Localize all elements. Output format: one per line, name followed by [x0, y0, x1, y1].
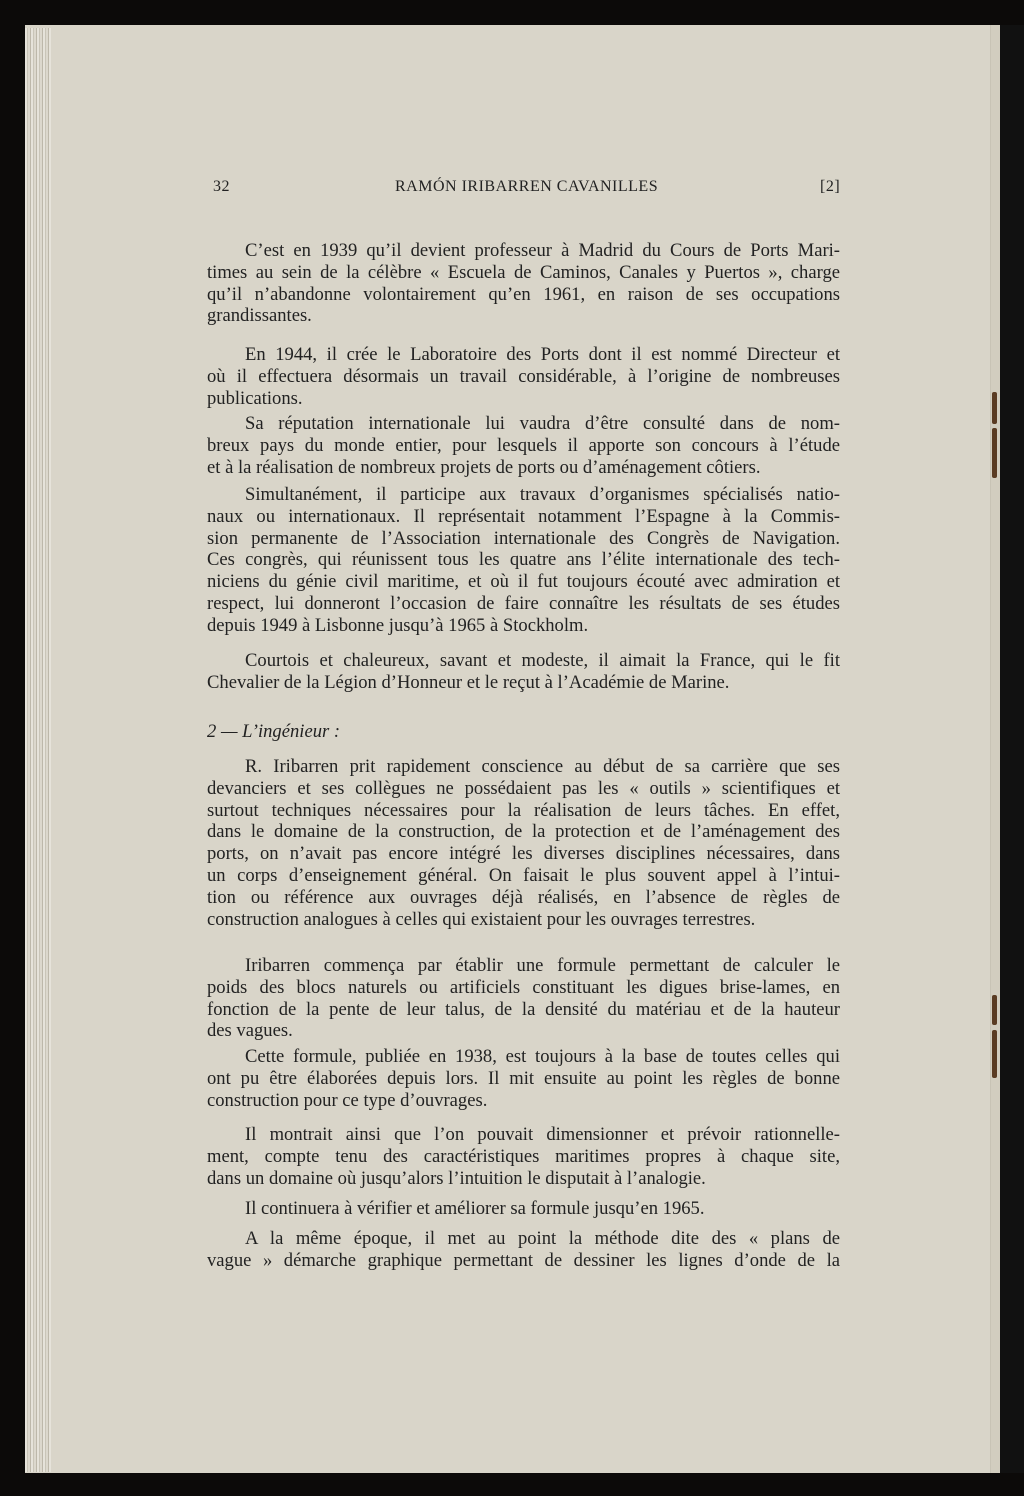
text-line: tion ou référence aux ouvrages déjà réalisés, en l’absence de règles de — [207, 886, 840, 908]
text-line: dans le domaine de la construction, de la protection et de l’aménagement des — [207, 821, 840, 843]
paragraph — [207, 484, 840, 637]
text-line: surtout techniques nécessaires pour la réalisation de leurs tâches. En effet, — [207, 799, 840, 821]
running-title: RAMÓN IRIBARREN CAVANILLES — [395, 178, 659, 195]
staple-icon — [992, 995, 997, 1025]
paragraph — [207, 1228, 840, 1272]
text-line: depuis 1949 à Lisbonne jusqu’à 1965 à Stockholm. — [207, 614, 589, 636]
text-line: un corps d’enseignement général. On faisait le plus souvent appel à l’intui- — [207, 864, 840, 886]
text-line: Sa réputation internationale lui vaudra d’être consulté dans de nom- — [245, 413, 840, 434]
text-line: dans un domaine où jusqu’alors l’intuition le disputait à l’analogie. — [207, 1167, 706, 1189]
text-line: et à la réalisation de nombreux projets de ports ou d’aménagement côtiers. — [207, 456, 761, 478]
section-ref: [2] — [820, 178, 841, 195]
text-line: Cette formule, publiée en 1938, est toujours à la base de toutes celles qui — [245, 1046, 840, 1067]
paragraph — [207, 650, 840, 694]
text-line: sion permanente de l’Association internationale des Congrès de Navigation. — [207, 527, 840, 549]
text-line: des vagues. — [207, 1020, 293, 1042]
staple-icon — [992, 428, 997, 478]
text-line: times au sein de la célèbre « Escuela de Caminos, Canales y Puertos », charge — [207, 261, 840, 283]
text-line: vague » démarche graphique permettant de dessiner les lignes d’onde de la — [207, 1249, 840, 1271]
text-line: construction analogues à celles qui existaient pour les ouvrages terrestres. — [207, 908, 756, 930]
paragraph — [207, 756, 840, 930]
text-line: Simultanément, il participe aux travaux d’organismes spécialisés natio- — [245, 484, 840, 505]
text-line: ont pu être élaborées depuis lors. Il mit ensuite au point les règles de bonne — [207, 1067, 840, 1089]
text-line: ports, on n’avait pas encore intégré les diverses disciplines nécessaires, dans — [207, 843, 840, 865]
staple-icon — [992, 1030, 997, 1078]
text-line: En 1944, il crée le Laboratoire des Ports dont il est nommé Directeur et — [245, 344, 840, 365]
scan-border — [1000, 25, 1024, 1473]
text-line: breux pays du monde entier, pour lesquels il apporte son concours à l’étude — [207, 434, 840, 456]
text-line: poids des blocs naturels ou artificiels constituant les digues brise-lames, en — [207, 976, 840, 998]
text-line: C’est en 1939 qu’il devient professeur à Madrid du Cours de Ports Mari- — [245, 240, 840, 261]
text-line: construction pour ce type d’ouvrages. — [207, 1089, 488, 1111]
text-line: Iribarren commença par établir une formule permettant de calculer le — [245, 955, 840, 976]
paragraph — [207, 1046, 840, 1111]
text-line: R. Iribarren prit rapidement conscience au début de sa carrière que ses — [245, 756, 840, 777]
section-heading: 2 — L’ingénieur : — [207, 721, 341, 742]
text-line: Chevalier de la Légion d’Honneur et le reçut à l’Académie de Marine. — [207, 671, 730, 693]
text-line: niciens du génie civil maritime, et où il fut toujours écouté avec admiration et — [207, 571, 840, 593]
paragraph — [207, 1124, 840, 1189]
text-line: publications. — [207, 387, 303, 409]
paragraph — [207, 240, 840, 327]
paragraph — [207, 1198, 840, 1220]
text-line: Courtois et chaleureux, savant et modeste, il aimait la France, qui le fit — [245, 650, 840, 671]
paragraph — [207, 955, 840, 1042]
paragraph — [207, 413, 840, 478]
paragraph — [207, 344, 840, 409]
text-line: respect, lui donneront l’occasion de faire connaître les résultats de ses études — [207, 592, 840, 614]
text-line: Il montrait ainsi que l’on pouvait dimensionner et prévoir rationnelle- — [245, 1124, 840, 1145]
text-line: grandissantes. — [207, 305, 312, 327]
text-line: qu’il n’abandonne volontairement qu’en 1961, en raison de ses occupations — [207, 283, 840, 305]
staple-icon — [992, 392, 997, 424]
text-line: naux ou internationaux. Il représentait notamment l’Espagne à la Commis- — [207, 505, 840, 527]
text-line: Il continuera à vérifier et améliorer sa formule jusqu’en 1965. — [245, 1198, 705, 1219]
page-number: 32 — [213, 178, 230, 195]
page-stack-edges — [25, 28, 51, 1472]
text-line: ment, compte tenu des caractéristiques maritimes propres à chaque site, — [207, 1145, 840, 1167]
text-line: où il effectuera désormais un travail considérable, à l’origine de nombreuses — [207, 365, 840, 387]
text-line: Ces congrès, qui réunissent tous les quatre ans l’élite internationale des tech- — [207, 549, 840, 571]
text-line: fonction de la pente de leur talus, de la densité du matériau et de la hauteur — [207, 998, 840, 1020]
text-line: A la même époque, il met au point la méthode dite des « plans de — [245, 1228, 840, 1249]
text-line: devanciers et ses collègues ne possédaient pas les « outils » scientifiques et — [207, 777, 840, 799]
